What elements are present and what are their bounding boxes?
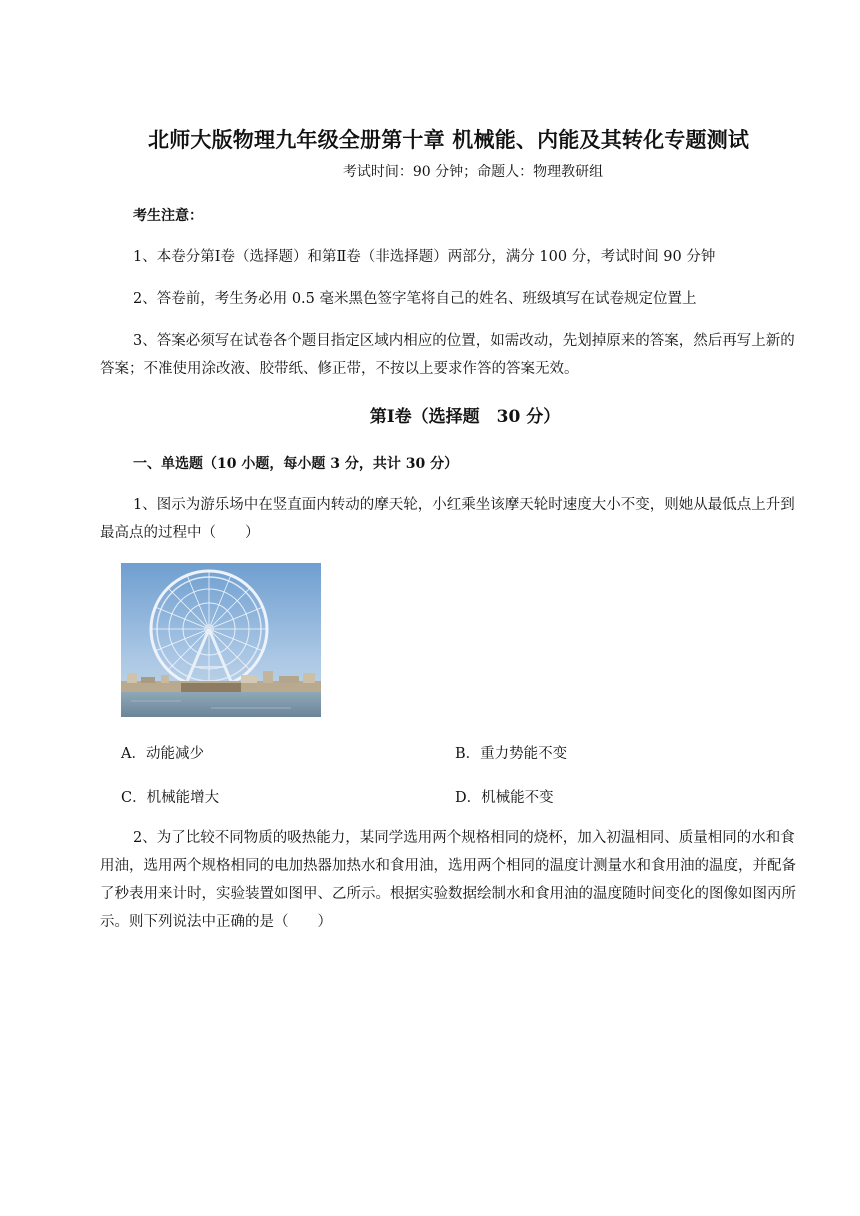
exam-subtitle: 考试时间：90 分钟；命题人：物理教研组 bbox=[342, 164, 604, 180]
notice-item-1: 1、本卷分第Ⅰ卷（选择题）和第Ⅱ卷（非选择题）两部分，满分 100 分，考试时间 90 分钟 bbox=[133, 249, 716, 265]
question-group-heading: 一、单选题（10 小题，每小题 3 分，共计 30 分） bbox=[133, 456, 459, 472]
question-1-text: 1、图示为游乐场中在竖直面内转动的摩天轮，小红乘坐该摩天轮时速度大小不变，则她从最低点上升到最高点的过程中（ ） bbox=[100, 497, 795, 541]
section-title: 第Ⅰ卷（选择题 30 分） bbox=[369, 407, 561, 427]
question-1-option-b[interactable]: B．重力势能不变 bbox=[455, 746, 568, 762]
question-1-option-c[interactable]: C．机械能增大 bbox=[121, 790, 220, 806]
notice-item-2: 2、答卷前，考生务必用 0.5 毫米黑色签字笔将自己的姓名、班级填写在试卷规定位置上 bbox=[133, 291, 697, 307]
notice-item-3: 3、答案必须写在试卷各个题目指定区域内相应的位置，如需改动，先划掉原来的答案，然后再写上新的答案；不准使用涂改液、胶带纸、修正带，不按以上要求作答的答案无效。 bbox=[100, 333, 795, 377]
ferris-wheel-photo bbox=[121, 563, 321, 717]
question-1-option-a[interactable]: A．动能减少 bbox=[121, 746, 204, 762]
question-1-option-d[interactable]: D．机械能不变 bbox=[455, 790, 554, 806]
notice-heading: 考生注意： bbox=[133, 208, 203, 224]
question-2-text: 2、为了比较不同物质的吸热能力，某同学选用两个规格相同的烧杯，加入初温相同、质量相同的水和食用油，选用两个规格相同的电加热器加热水和食用油，选用两个相同的温度计测量水和食用油的温度，并配备了秒表用来计时，实验装置如图甲、乙所示。根据实验数据绘制水和食用油的温度随时间变化的图像如图丙所示。则下列说法中正确的是（ ） bbox=[100, 830, 796, 930]
exam-title: 北师大版物理九年级全册第十章 机械能、内能及其转化专题测试 bbox=[148, 127, 750, 152]
